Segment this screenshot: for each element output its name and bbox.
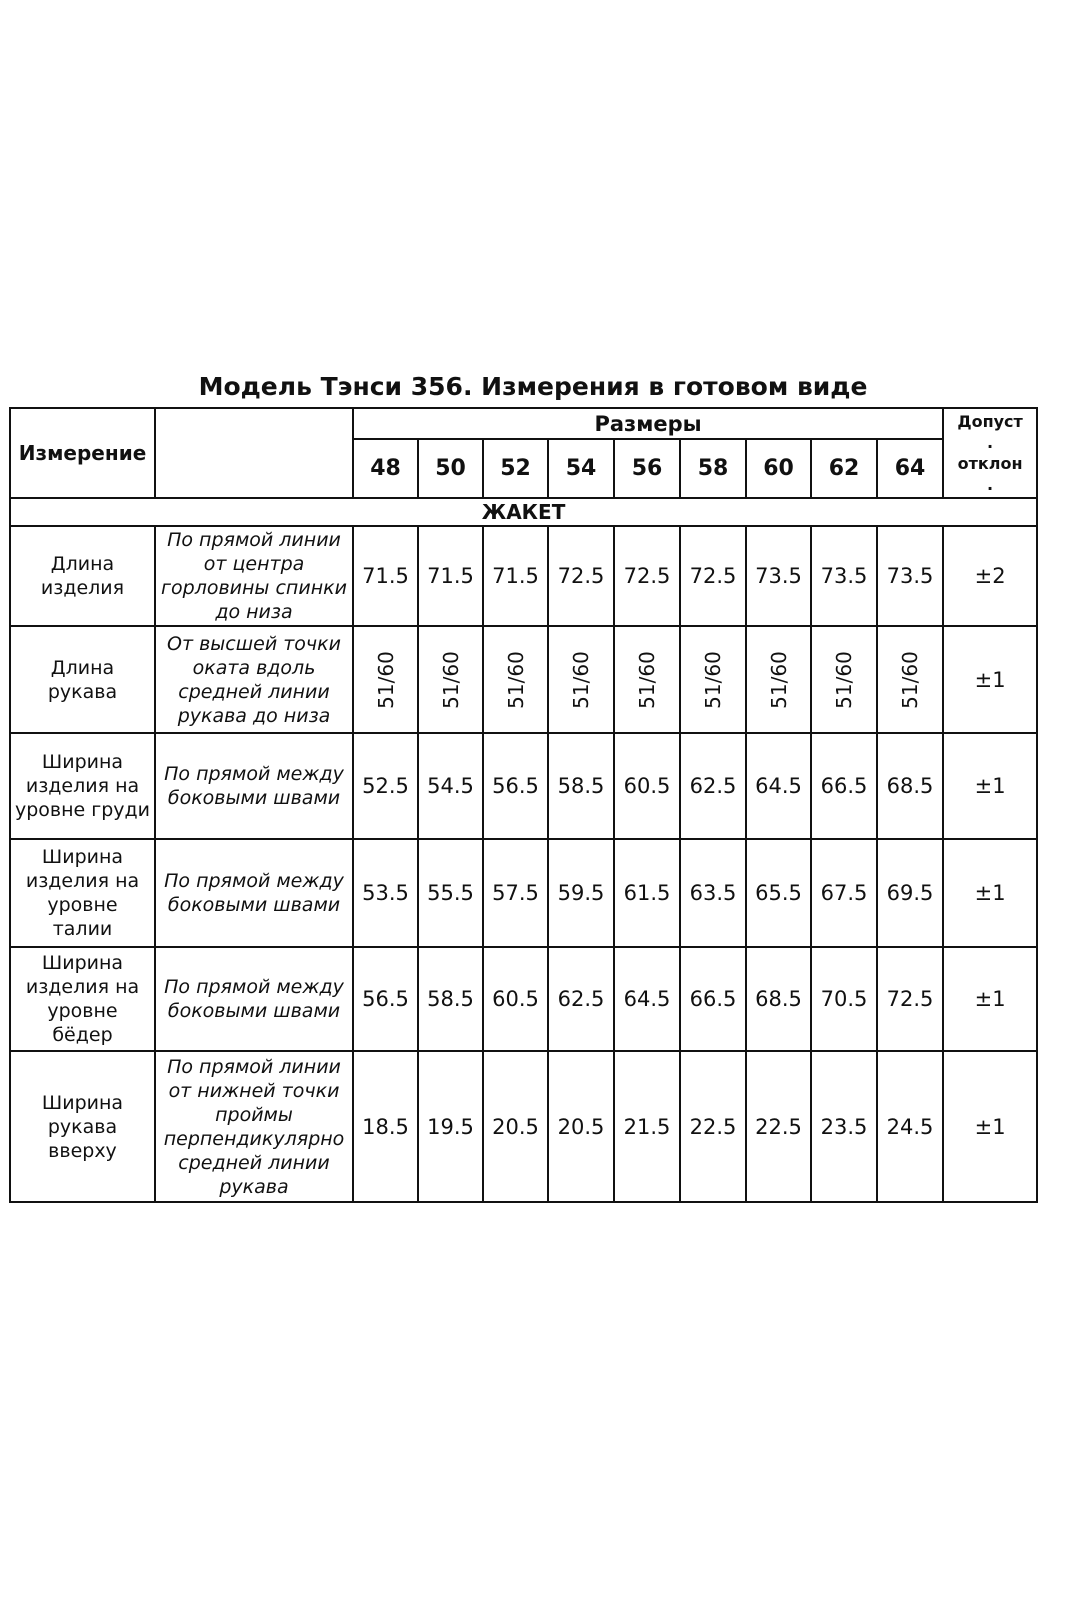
value-cell: 73.5 — [746, 526, 811, 626]
value-cell — [548, 626, 614, 733]
name-line: изделия на — [25, 976, 140, 998]
header-tolerance — [943, 408, 1037, 498]
desc-line: По прямой между — [164, 763, 344, 785]
measurement-description — [155, 839, 353, 947]
value-cell — [811, 626, 877, 733]
value-cell — [746, 626, 811, 733]
desc-line: боковыми швами — [167, 787, 341, 809]
size-48: 48 — [353, 439, 418, 498]
table-row — [10, 947, 1037, 1051]
name-line: изделия на — [25, 775, 140, 797]
desc-line: до низа — [215, 601, 293, 623]
header-description — [155, 408, 353, 498]
value-cell: 21.5 — [614, 1051, 680, 1202]
value-cell: 56.5 — [483, 733, 548, 839]
tolerance-line: Допуст — [957, 412, 1023, 431]
name-line: Ширина — [41, 952, 124, 974]
tolerance-cell: ±2 — [943, 526, 1037, 626]
name-line: уровне груди — [14, 799, 151, 821]
value-cell: 71.5 — [483, 526, 548, 626]
value-cell: 59.5 — [548, 839, 614, 947]
measurement-name — [10, 1051, 155, 1202]
name-line: рукава — [47, 680, 118, 703]
value-cell: 64.5 — [614, 947, 680, 1051]
desc-line: средней линии — [178, 680, 330, 703]
rotated-value: 51/60 — [700, 650, 725, 709]
value-cell: 20.5 — [483, 1051, 548, 1202]
value-cell: 73.5 — [877, 526, 943, 626]
value-cell: 71.5 — [353, 526, 418, 626]
name-line: Ширина — [41, 846, 124, 868]
value-cell: 62.5 — [548, 947, 614, 1051]
desc-line: боковыми швами — [167, 1000, 341, 1022]
size-60: 60 — [746, 439, 811, 498]
name-line: вверху — [48, 1139, 117, 1162]
value-cell: 55.5 — [418, 839, 483, 947]
measurement-description — [155, 1051, 353, 1202]
table-row — [10, 1051, 1037, 1202]
value-cell — [877, 626, 943, 733]
value-cell — [353, 626, 418, 733]
size-56: 56 — [614, 439, 680, 498]
desc-line: По прямой линии — [167, 1055, 341, 1078]
table-row — [10, 626, 1037, 733]
desc-line: рукава — [219, 1175, 289, 1198]
name-line: рукава — [47, 1115, 118, 1138]
desc-line: рукава до низа — [177, 704, 331, 727]
name-line: Длина — [50, 656, 115, 679]
measurement-name — [10, 839, 155, 947]
desc-line: горловины спинки — [161, 577, 347, 599]
value-cell: 52.5 — [353, 733, 418, 839]
value-cell: 68.5 — [746, 947, 811, 1051]
header-sizes: Размеры — [353, 408, 943, 439]
value-cell: 71.5 — [418, 526, 483, 626]
name-line: уровне — [47, 894, 118, 916]
rotated-value: 51/60 — [634, 650, 659, 709]
name-line: Ширина — [41, 751, 124, 773]
value-cell: 70.5 — [811, 947, 877, 1051]
value-cell: 64.5 — [746, 733, 811, 839]
value-cell: 60.5 — [483, 947, 548, 1051]
value-cell: 56.5 — [353, 947, 418, 1051]
desc-line: От высшей точки — [167, 632, 341, 655]
name-line: уровне — [47, 1000, 118, 1022]
desc-line: По прямой между — [164, 870, 344, 892]
table-row — [10, 839, 1037, 947]
value-cell: 73.5 — [811, 526, 877, 626]
measurement-description — [155, 526, 353, 626]
value-cell — [680, 626, 746, 733]
rotated-value: 51/60 — [766, 650, 791, 709]
desc-line: По прямой между — [164, 976, 344, 998]
measurement-description — [155, 733, 353, 839]
desc-line: оката вдоль — [192, 656, 316, 679]
rotated-value: 51/60 — [568, 650, 593, 709]
page-title: Модель Тэнси 356. Измерения в готовом виде — [198, 372, 868, 401]
measurement-name — [10, 947, 155, 1051]
value-cell: 58.5 — [418, 947, 483, 1051]
value-cell: 18.5 — [353, 1051, 418, 1202]
value-cell: 61.5 — [614, 839, 680, 947]
desc-line: от нижней точки — [168, 1079, 340, 1102]
rotated-value: 51/60 — [503, 650, 528, 709]
value-cell — [418, 626, 483, 733]
value-cell: 22.5 — [680, 1051, 746, 1202]
value-cell: 54.5 — [418, 733, 483, 839]
value-cell: 53.5 — [353, 839, 418, 947]
value-cell: 72.5 — [680, 526, 746, 626]
tolerance-line: . — [987, 475, 994, 494]
name-line: Длина — [50, 553, 115, 575]
tolerance-cell: ±1 — [943, 1051, 1037, 1202]
name-line: бёдер — [52, 1024, 113, 1046]
measurement-description — [155, 626, 353, 733]
size-64: 64 — [877, 439, 943, 498]
desc-line: перпендикулярно — [163, 1127, 345, 1150]
value-cell: 66.5 — [680, 947, 746, 1051]
size-54: 54 — [548, 439, 614, 498]
measurement-name — [10, 733, 155, 839]
table-row — [10, 733, 1037, 839]
desc-line: от центра — [203, 553, 305, 575]
tolerance-cell: ±1 — [943, 733, 1037, 839]
measurement-name — [10, 626, 155, 733]
tolerance-line: . — [987, 433, 994, 452]
tolerance-line: отклон — [957, 454, 1023, 473]
table-row — [10, 526, 1037, 626]
section-title: ЖАКЕТ — [10, 498, 1037, 526]
measurement-description — [155, 947, 353, 1051]
value-cell: 60.5 — [614, 733, 680, 839]
value-cell: 72.5 — [877, 947, 943, 1051]
size-62: 62 — [811, 439, 877, 498]
value-cell: 20.5 — [548, 1051, 614, 1202]
rotated-value: 51/60 — [438, 650, 463, 709]
rotated-value: 51/60 — [831, 650, 856, 709]
rotated-value: 51/60 — [373, 650, 398, 709]
value-cell — [614, 626, 680, 733]
value-cell: 57.5 — [483, 839, 548, 947]
desc-line: средней линии — [178, 1151, 330, 1174]
desc-line: По прямой линии — [167, 529, 341, 551]
tolerance-cell: ±1 — [943, 947, 1037, 1051]
size-58: 58 — [680, 439, 746, 498]
value-cell: 23.5 — [811, 1051, 877, 1202]
header-measurement: Измерение — [10, 408, 155, 498]
name-line: изделия на — [25, 870, 140, 892]
value-cell: 72.5 — [548, 526, 614, 626]
size-50: 50 — [418, 439, 483, 498]
rotated-value: 51/60 — [898, 650, 923, 709]
value-cell: 63.5 — [680, 839, 746, 947]
value-cell: 58.5 — [548, 733, 614, 839]
tolerance-cell: ±1 — [943, 626, 1037, 733]
measurements-table — [9, 407, 1038, 1203]
measurement-name — [10, 526, 155, 626]
name-line: изделия — [40, 577, 125, 599]
name-line: Ширина — [41, 1091, 124, 1114]
value-cell: 19.5 — [418, 1051, 483, 1202]
value-cell: 22.5 — [746, 1051, 811, 1202]
size-52: 52 — [483, 439, 548, 498]
value-cell — [483, 626, 548, 733]
value-cell: 69.5 — [877, 839, 943, 947]
value-cell: 65.5 — [746, 839, 811, 947]
value-cell: 68.5 — [877, 733, 943, 839]
desc-line: проймы — [215, 1103, 293, 1126]
value-cell: 66.5 — [811, 733, 877, 839]
value-cell: 72.5 — [614, 526, 680, 626]
name-line: талии — [52, 918, 113, 940]
value-cell: 24.5 — [877, 1051, 943, 1202]
value-cell: 62.5 — [680, 733, 746, 839]
tolerance-cell: ±1 — [943, 839, 1037, 947]
value-cell: 67.5 — [811, 839, 877, 947]
desc-line: боковыми швами — [167, 894, 341, 916]
